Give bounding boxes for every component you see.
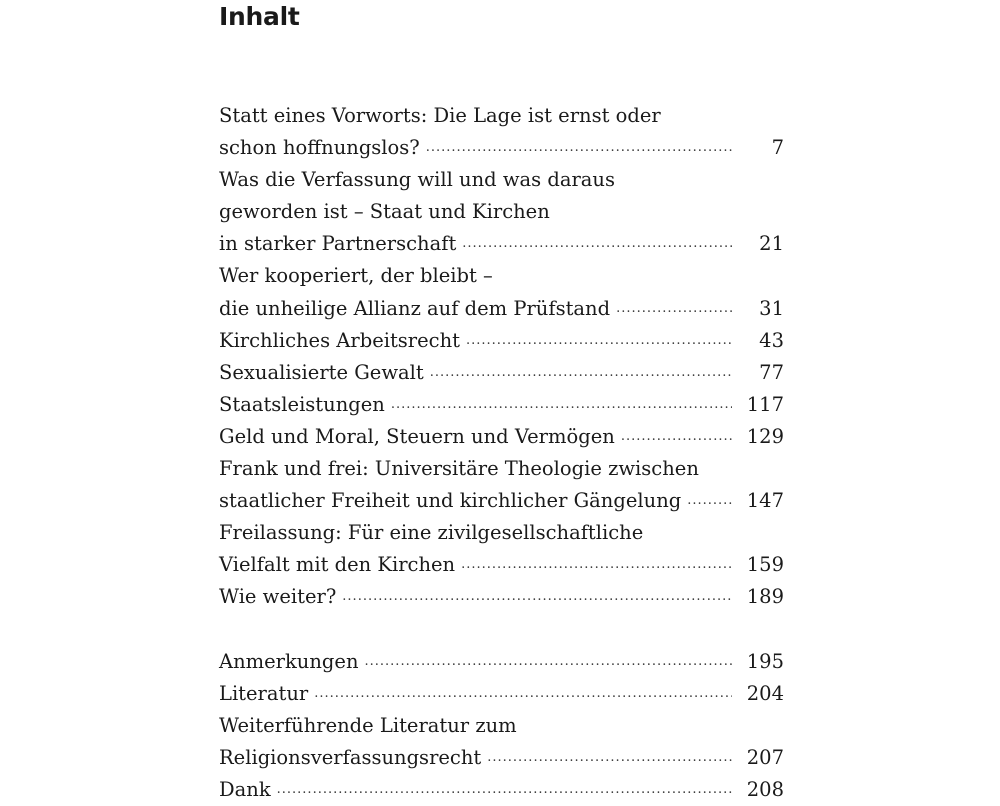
toc-entry-line	[219, 357, 784, 389]
toc-entry-title: Anmerkungen	[219, 649, 359, 673]
toc-entry-title: Weiterführende Literatur zum	[219, 713, 517, 737]
toc-entry-title: Literatur	[219, 681, 309, 705]
dot-leader	[687, 485, 732, 517]
toc-entry-line	[219, 196, 784, 228]
toc-entry-title: Wie weiter?	[219, 585, 337, 609]
toc-entry-title: Kirchliches Arbeitsrecht	[219, 328, 460, 352]
toc-entry-line	[219, 293, 784, 325]
toc-page-number: 129	[746, 424, 784, 448]
toc-entry-title: Frank und frei: Universitäre Theologie zwischen	[219, 457, 699, 481]
toc-entry-line	[219, 774, 784, 806]
toc-entry-title: geworden ist – Staat und Kirchen	[219, 200, 550, 224]
toc-entry	[219, 357, 784, 389]
toc-entry-line	[219, 132, 784, 164]
toc-entry-line	[219, 517, 784, 549]
document-page	[219, 0, 784, 800]
dot-leader	[365, 646, 732, 678]
toc-entry	[219, 100, 784, 164]
toc-entry-line	[219, 421, 784, 453]
dot-leader	[430, 357, 732, 389]
toc-entry-title: Vielfalt mit den Kirchen	[219, 553, 456, 577]
toc-page-number: 159	[746, 553, 784, 577]
dot-leader	[487, 742, 732, 774]
toc-entry-line	[219, 646, 784, 678]
dot-leader	[466, 325, 732, 357]
table-of-contents	[219, 100, 784, 806]
toc-entry-line	[219, 228, 784, 260]
toc-entry-line	[219, 581, 784, 613]
dot-leader	[342, 581, 732, 613]
toc-entry-line	[219, 389, 784, 421]
toc-entry-line	[219, 549, 784, 581]
toc-entry-line	[219, 100, 784, 132]
toc-entry	[219, 774, 784, 806]
toc-entry-title: Freilassung: Für eine zivilgesellschaftliche	[219, 521, 644, 545]
toc-page-number: 77	[759, 360, 784, 384]
toc-group-main	[219, 100, 784, 614]
toc-page-number: 117	[746, 392, 784, 416]
page-title: Inhalt	[219, 2, 300, 31]
toc-entry-line	[219, 742, 784, 774]
toc-entry-line	[219, 325, 784, 357]
toc-entry	[219, 421, 784, 453]
toc-entry-title: in starker Partnerschaft	[219, 232, 457, 256]
toc-page-number: 204	[746, 681, 784, 705]
dot-leader	[391, 389, 732, 421]
toc-entry	[219, 389, 784, 421]
toc-entry	[219, 453, 784, 517]
toc-group-separator	[219, 614, 784, 646]
toc-page-number: 207	[746, 745, 784, 769]
toc-entry-title: Wer kooperiert, der bleibt –	[219, 264, 493, 288]
toc-entry	[219, 325, 784, 357]
toc-group-appendix	[219, 646, 784, 806]
toc-entry-title: Religionsverfassungsrecht	[219, 745, 482, 769]
toc-page-number: 147	[746, 489, 784, 513]
dot-leader	[621, 421, 732, 453]
toc-entry-line	[219, 164, 784, 196]
toc-entry-title: Statt eines Vorworts: Die Lage ist ernst oder	[219, 104, 661, 127]
toc-entry-title: schon hoffnungslos?	[219, 136, 420, 160]
dot-leader	[461, 549, 732, 581]
toc-entry-title: staatlicher Freiheit und kirchlicher Gängelung	[219, 489, 682, 513]
toc-entry	[219, 710, 784, 774]
dot-leader	[616, 293, 732, 325]
toc-entry	[219, 581, 784, 613]
toc-entry-line	[219, 260, 784, 292]
toc-entry-title: Was die Verfassung will und was daraus	[219, 168, 615, 192]
toc-entry	[219, 517, 784, 581]
toc-page-number: 7	[771, 136, 784, 160]
toc-entry	[219, 678, 784, 710]
toc-page-number: 189	[746, 585, 784, 609]
toc-page-number: 43	[759, 328, 784, 352]
dot-leader	[426, 132, 732, 164]
toc-entry-line	[219, 485, 784, 517]
dot-leader	[277, 774, 732, 806]
toc-entry-line	[219, 453, 784, 485]
toc-page-number: 31	[759, 296, 784, 320]
toc-entry-line	[219, 710, 784, 742]
toc-entry	[219, 646, 784, 678]
toc-entry-line	[219, 678, 784, 710]
dot-leader	[462, 228, 732, 260]
toc-page-number: 195	[746, 649, 784, 673]
toc-entry-title: Dank	[219, 777, 271, 801]
toc-entry-title: Sexualisierte Gewalt	[219, 360, 424, 384]
toc-page-number: 208	[746, 777, 784, 801]
toc-entry-title: Staatsleistungen	[219, 392, 385, 416]
toc-entry-title: Geld und Moral, Steuern und Vermögen	[219, 424, 615, 448]
dot-leader	[314, 678, 732, 710]
toc-entry-title: die unheilige Allianz auf dem Prüfstand	[219, 296, 611, 320]
toc-entry	[219, 260, 784, 324]
toc-entry	[219, 164, 784, 260]
toc-page-number: 21	[759, 232, 784, 256]
